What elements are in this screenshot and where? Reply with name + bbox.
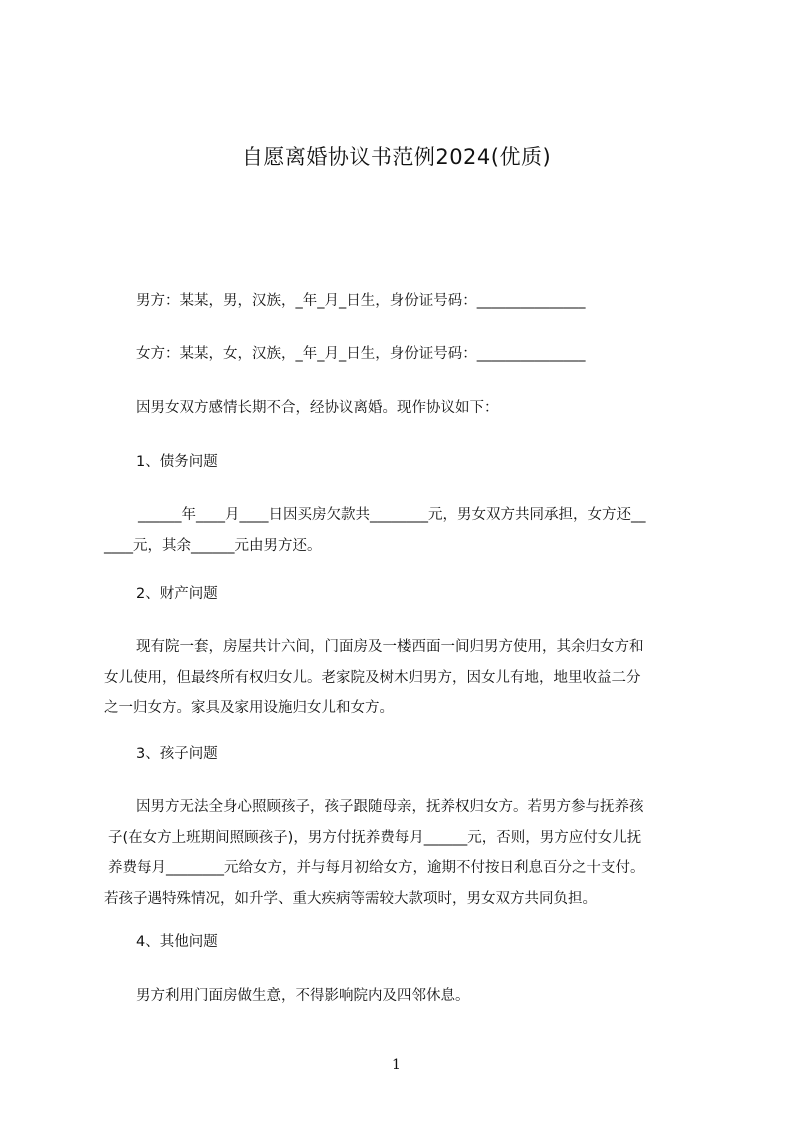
page-number: 1 bbox=[392, 1057, 401, 1073]
section-heading-children: 3、孩子问题 bbox=[136, 746, 218, 762]
section-body-children bbox=[104, 792, 704, 914]
paragraph-line: 养费每月________元给女方，并与每月初给女方，逾期不付按日利息百分之十支付。 bbox=[108, 860, 645, 876]
paragraph-line: 现有院一套，房屋共计六间，门面房及一楼西面一间归男方使用，其余归女方和 bbox=[136, 639, 644, 655]
paragraph-line: 若孩子遇特殊情况，如升学、重大疾病等需较大款项时，男女双方共同负担。 bbox=[104, 890, 597, 907]
section-heading-property: 2、财产问题 bbox=[136, 586, 218, 602]
document-title: 自愿离婚协议书范例2024(优质) bbox=[241, 145, 552, 169]
agreement-preamble: 因男女双方感情长期不合，经协议离婚。现作协议如下： bbox=[136, 400, 499, 416]
section-body-debt bbox=[104, 500, 704, 561]
female-party-info: 女方：某某，女，汉族，_年_月_日生，身份证号码：_______________ bbox=[136, 346, 586, 362]
male-party-info: 男方：某某，男，汉族，_年_月_日生，身份证号码：_______________ bbox=[136, 293, 586, 309]
paragraph-line: ____元，其余______元由男方还。 bbox=[104, 537, 322, 554]
section-heading-other: 4、其他问题 bbox=[136, 934, 218, 950]
paragraph-line: 女儿使用，但最终所有权归女儿。老家院及树木归男方，因女儿有地，地里收益二分 bbox=[104, 669, 641, 686]
paragraph-line: 之一归女方。家具及家用设施归女儿和女方。 bbox=[104, 700, 394, 716]
section-body-other: 男方利用门面房做生意，不得影响院内及四邻休息。 bbox=[136, 988, 470, 1004]
paragraph-line: 因男方无法全身心照顾孩子，孩子跟随母亲，抚养权归女方。若男方参与抚养孩 bbox=[136, 799, 644, 815]
section-heading-debt: 1、债务问题 bbox=[136, 454, 218, 470]
paragraph-line: 子(在女方上班期间照顾孩子)，男方付抚养费每月______元，否则，男方应付女儿抚 bbox=[108, 829, 642, 846]
paragraph-line: ______年____月____日因买房欠款共________元，男女双方共同承担，女方还__ bbox=[138, 507, 646, 523]
section-body-property bbox=[104, 632, 704, 724]
